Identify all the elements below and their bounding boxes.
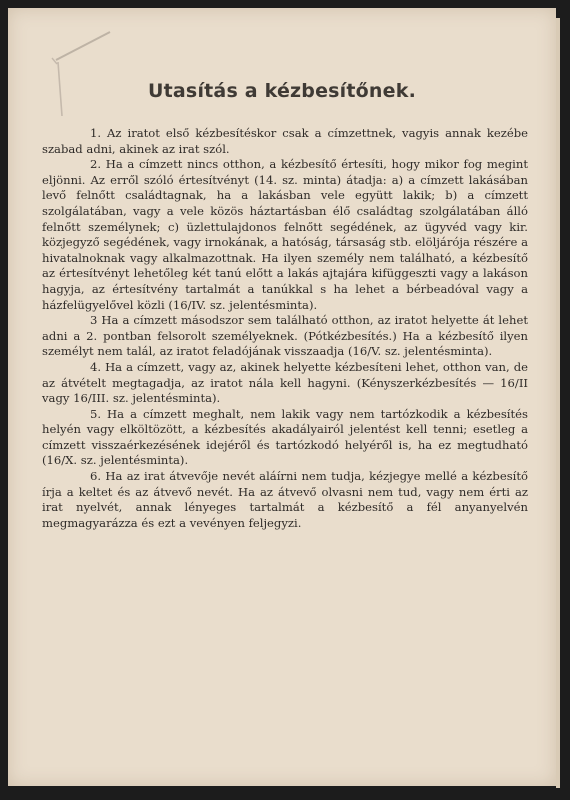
- document-page: [8, 8, 556, 786]
- paragraph-1: 1. Az iratot első kézbesítéskor csak a címzettnek, vagyis annak kezébe szabad adni, akinek az irat szól.: [42, 126, 528, 156]
- pencil-mark: [48, 28, 118, 118]
- paragraph-2: 2. Ha a címzett nincs otthon, a kézbesítő értesíti, hogy mikor fog megint eljönni. Az erről szóló értesítvényt (14. sz. minta) átadja: a) a címzett lakásában levő felnőtt családtagnak, ha a lakásban vele együtt lakik; b) a címzett szolgálatában, vagy a vele közös háztartásban élő családtag szolgálatában álló felnőtt személynek; c) üzlettulajdonos felnőtt segédének, az ügyvéd vagy kir. közjegyző segédének, vagy irnokának, a hatóság, társaság stb. elöljárója részére a hivatalnoknak vagy alkalmazottnak. Ha ilyen személy nem található, a kézbesítő az értesítvényt lehetőleg két tanú előtt a lakás ajtajára kifüggeszti vagy a lakáson hagyja, az értesítvény tartalmát a tanúkkal s ha lehet a bérbeadóval vagy a házfelügyelővel közli (16/IV. sz. jelentésminta).: [42, 157, 528, 312]
- paragraph-6: 6. Ha az irat átvevője nevét aláírni nem tudja, kézjegye mellé a kézbesítő írja a keltet és az átvevő nevét. Ha az átvevő olvasni nem tud, vagy nem érti az irat nyelvét, annak lényeges tartalmát a kézbesítő a fél anyanyelvén megmagyarázza és ezt a vevényen feljegyzi.: [42, 469, 528, 530]
- document-title: Utasítás a kézbesítőnek.: [148, 80, 416, 102]
- paragraph-5: 5. Ha a címzett meghalt, nem lakik vagy nem tartózkodik a kézbesítés helyén vagy elköltözött, a kézbesítés akadályairól jelentést kell tenni; esetleg a címzett visszaérkezésének idejéről és tartózkodó helyéről is, ha ez megtudható (16/X. sz. jelentésminta).: [42, 406, 528, 468]
- paragraph-4: 4. Ha a címzett, vagy az, akinek helyette kézbesíteni lehet, otthon van, de az átvételt megtagadja, az iratot nála kell hagyni. (Kényszerkézbesítés — 16/II vagy 16/III. sz. jelentésminta).: [42, 359, 528, 406]
- paragraph-3: 3 Ha a címzett másodszor sem található otthon, az iratot helyette át lehet adni a 2. pontban felsorolt személyeknek. (Pótkézbesítés.) Ha a kézbesítő ilyen személyt nem talál, az iratot feladójának visszaadja (16/V. sz. jelentésminta).: [42, 313, 528, 359]
- instructions-body: [42, 126, 528, 531]
